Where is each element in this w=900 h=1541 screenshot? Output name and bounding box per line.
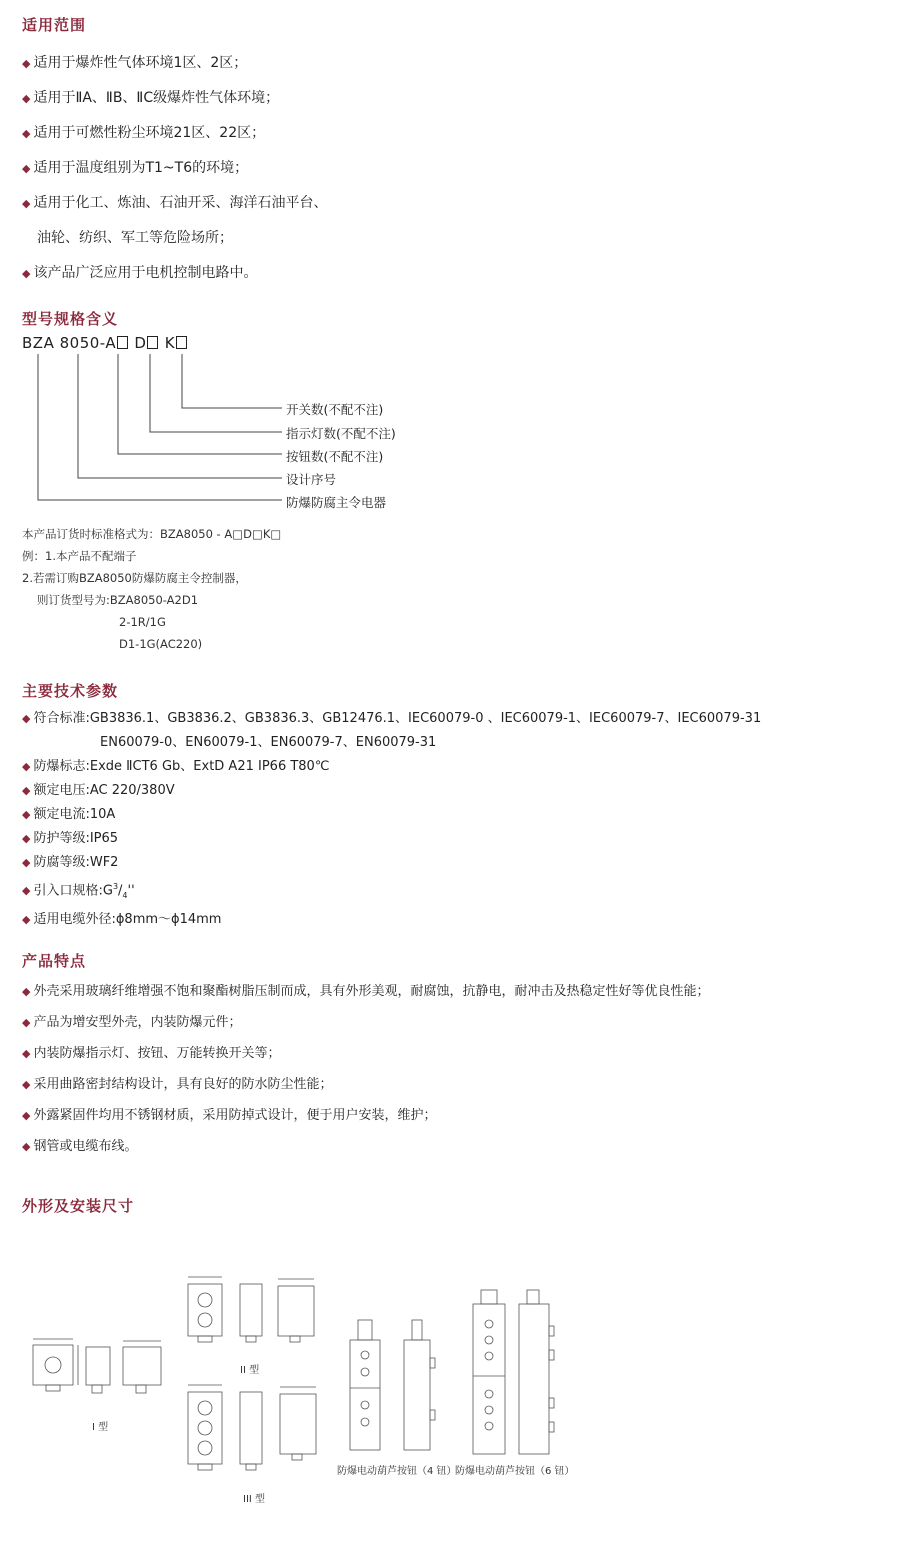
param-item: ◆ 防护等级:IP65 — [22, 831, 119, 846]
scope-item: ◆ 适用于爆炸性气体环境1区、2区； — [22, 55, 248, 71]
type2-drawing — [180, 1272, 330, 1362]
diamond-bullet-icon: ◆ — [22, 985, 31, 998]
blank-box-icon — [147, 336, 158, 349]
blank-box-icon — [117, 336, 128, 349]
diamond-bullet-icon: ◆ — [22, 1109, 31, 1122]
caption-type2: II 型 — [240, 1365, 260, 1376]
hoist4-drawing — [340, 1300, 450, 1460]
diamond-bullet-icon: ◆ — [22, 912, 31, 926]
legend-design-no: 设计序号 — [286, 472, 337, 487]
type3-drawing — [180, 1380, 330, 1480]
section-title-dimensions: 外形及安装尺寸 — [22, 1197, 135, 1215]
param-item-continued: EN60079-0、EN60079-1、EN60079-7、EN60079-31 — [100, 735, 437, 750]
legend-product-type: 防爆防腐主令电器 — [286, 495, 387, 510]
note-line: 2.若需订购BZA8050防爆防腐主令控制器， — [22, 571, 247, 585]
section-title-features: 产品特点 — [22, 952, 87, 970]
scope-list — [22, 46, 327, 291]
type1-drawing — [28, 1335, 178, 1415]
features-list — [22, 976, 709, 1162]
diamond-bullet-icon: ◆ — [22, 92, 31, 105]
note-line: 例：1.本产品不配端子 — [22, 549, 137, 563]
model-leader-lines — [0, 350, 300, 510]
scope-item: ◆ 该产品广泛应用于电机控制电路中。 — [22, 265, 258, 281]
feature-item: ◆ 外壳采用玻璃纤维增强不饱和聚酯树脂压制而成，具有外形美观，耐腐蚀，抗静电，耐冲击及热稳定性好等优良性能； — [22, 984, 710, 999]
diamond-bullet-icon: ◆ — [22, 57, 31, 70]
legend-switch-count: 开关数(不配不注) — [286, 402, 384, 417]
diamond-bullet-icon: ◆ — [22, 162, 31, 175]
params-list — [22, 707, 761, 932]
caption-type1: I 型 — [92, 1422, 109, 1433]
scope-item: ◆ 适用于化工、炼油、石油开采、海洋石油平台、 — [22, 195, 328, 211]
param-item: ◆ 防爆标志:Exde ⅡCT6 Gb、ExtD A21 IP66 T80℃ — [22, 759, 330, 774]
scope-item-continued: 油轮、纺织、军工等危险场所； — [37, 230, 233, 246]
feature-item: ◆ 内装防爆指示灯、按钮、万能转换开关等； — [22, 1046, 281, 1061]
caption-hoist6: 防爆电动葫芦按钮（6 钮） — [455, 1466, 575, 1477]
diamond-bullet-icon: ◆ — [22, 832, 31, 845]
legend-lamp-count: 指示灯数(不配不注) — [286, 426, 396, 441]
feature-item: ◆ 产品为增安型外壳，内装防爆元件； — [22, 1015, 242, 1030]
scope-item: ◆ 适用于ⅡA、ⅡB、ⅡC级爆炸性气体环境； — [22, 90, 280, 106]
feature-item: ◆ 采用曲路密封结构设计，具有良好的防水防尘性能； — [22, 1077, 333, 1092]
param-item: ◆ 符合标准:GB3836.1、GB3836.2、GB3836.3、GB12476.1、IEC60079-0 、IEC60079-1、IEC60079-7、IEC60079-31 — [22, 711, 762, 726]
note-line: 则订货型号为:BZA8050-A2D1 — [37, 593, 199, 607]
param-item: ◆ 引入口规格$:G^3/_4''$ — [22, 882, 135, 900]
diamond-bullet-icon: ◆ — [22, 712, 31, 725]
diamond-bullet-icon: ◆ — [22, 884, 31, 898]
diamond-bullet-icon: ◆ — [22, 1016, 31, 1029]
section-title-scope: 适用范围 — [22, 16, 87, 34]
code-k: K — [164, 334, 176, 352]
param-item: ◆ 适用电缆外径:ϕ8mm～ϕ14mm — [22, 911, 222, 927]
scope-item: ◆ 适用于可燃性粉尘环境21区、22区； — [22, 125, 266, 141]
blank-box-icon — [176, 336, 187, 349]
note-line: 2-1R/1G — [119, 615, 166, 629]
caption-type3: III 型 — [243, 1494, 266, 1505]
code-d: D — [134, 334, 147, 352]
section-title-model: 型号规格含义 — [22, 310, 119, 328]
order-notes — [22, 523, 281, 655]
diamond-bullet-icon: ◆ — [22, 127, 31, 140]
section-title-params: 主要技术参数 — [22, 682, 119, 700]
diamond-bullet-icon: ◆ — [22, 856, 31, 869]
param-item: ◆ 额定电流:10A — [22, 807, 116, 822]
diamond-bullet-icon: ◆ — [22, 760, 31, 773]
param-item: ◆ 防腐等级:WF2 — [22, 855, 119, 870]
feature-item: ◆ 钢管或电缆布线。 — [22, 1139, 138, 1154]
note-line: 本产品订货时标准格式为：BZA8050 - A□D□K□ — [22, 527, 282, 541]
scope-item: ◆ 适用于温度组别为T1~T6的环境； — [22, 160, 249, 176]
diamond-bullet-icon: ◆ — [22, 1078, 31, 1091]
diamond-bullet-icon: ◆ — [22, 1047, 31, 1060]
diamond-bullet-icon: ◆ — [22, 267, 31, 280]
feature-item: ◆ 外露紧固件均用不锈钢材质，采用防掉式设计，便于用户安装，维护； — [22, 1108, 437, 1123]
legend-button-count: 按钮数(不配不注) — [286, 449, 384, 464]
diamond-bullet-icon: ◆ — [22, 1140, 31, 1153]
hoist6-drawing — [455, 1282, 575, 1462]
param-item: ◆ 额定电压:AC 220/380V — [22, 783, 175, 798]
diamond-bullet-icon: ◆ — [22, 197, 31, 210]
diamond-bullet-icon: ◆ — [22, 808, 31, 821]
code-mid: 8050-A — [59, 334, 117, 352]
caption-hoist4: 防爆电动葫芦按钮（4 钮） — [337, 1466, 457, 1477]
code-prefix: BZA — [22, 334, 55, 352]
note-line: D1-1G(AC220) — [119, 637, 203, 651]
diamond-bullet-icon: ◆ — [22, 784, 31, 797]
